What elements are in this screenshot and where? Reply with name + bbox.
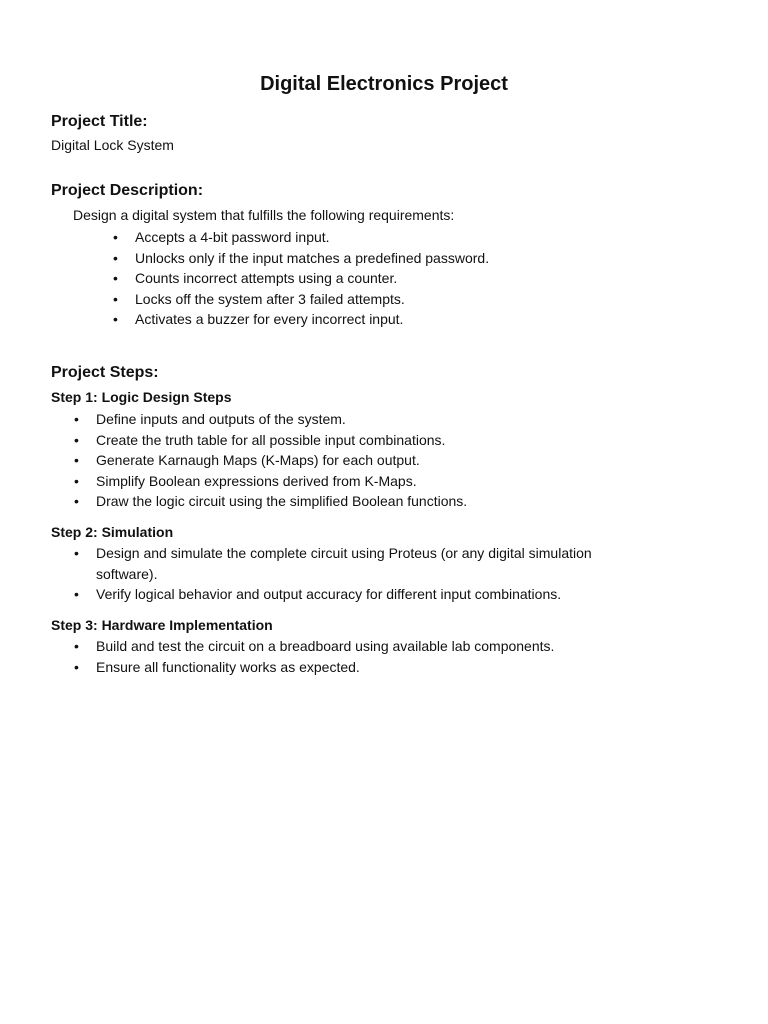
step3-heading: Step 3: Hardware Implementation [51,617,273,633]
list-item: • Create the truth table for all possible input combinations. [96,430,656,451]
project-description-heading: Project Description: [51,182,204,199]
list-item: • Counts incorrect attempts using a counter. [135,268,695,289]
bullet-icon: • [113,311,118,327]
bullet-icon: • [74,411,79,427]
bullet-icon: • [113,229,118,245]
project-steps-heading: Project Steps: [51,364,159,381]
step2-list [74,543,626,605]
bullet-icon: • [74,638,79,654]
list-item: • Unlocks only if the input matches a predefined password. [135,248,695,269]
bullet-icon: • [113,270,118,286]
bullet-icon: • [74,493,79,509]
list-item: • Draw the logic circuit using the simplified Boolean functions. [96,491,656,512]
list-item: • Generate Karnaugh Maps (K-Maps) for each output. [96,450,656,471]
list-item: • Accepts a 4-bit password input. [135,227,695,248]
bullet-icon: • [74,452,79,468]
bullet-icon: • [74,545,79,561]
project-title-heading: Project Title: [51,113,148,130]
project-title-value: Digital Lock System [51,137,174,153]
step2-heading: Step 2: Simulation [51,524,174,540]
list-item: • Verify logical behavior and output accuracy for different input combinations. [96,584,626,605]
bullet-icon: • [113,290,118,307]
list-item: • Build and test the circuit on a breadboard using available lab components. [96,636,656,657]
list-item: • Define inputs and outputs of the system. [96,409,656,430]
list-item: • Simplify Boolean expressions derived from K-Maps. [96,471,656,492]
list-item: • Locks off the system after 3 failed attempts. [135,289,695,310]
bullet-icon: • [74,472,79,489]
list-item: • Activates a buzzer for every incorrect input. [135,309,695,330]
document-title: Digital Electronics Project [260,73,508,95]
bullet-icon: • [74,658,79,675]
bullet-icon: • [74,586,79,602]
bullet-icon: • [74,431,79,448]
bullet-icon: • [113,249,118,266]
step1-heading: Step 1: Logic Design Steps [51,389,232,405]
list-item: • Design and simulate the complete circuit using Proteus (or any digital simulation software). [74,545,592,582]
requirements-list [113,227,695,330]
step1-list [74,409,656,512]
step3-list [74,636,656,677]
list-item: • Ensure all functionality works as expected. [96,657,656,678]
project-description-intro: Design a digital system that fulfills the following requirements: [73,207,455,223]
